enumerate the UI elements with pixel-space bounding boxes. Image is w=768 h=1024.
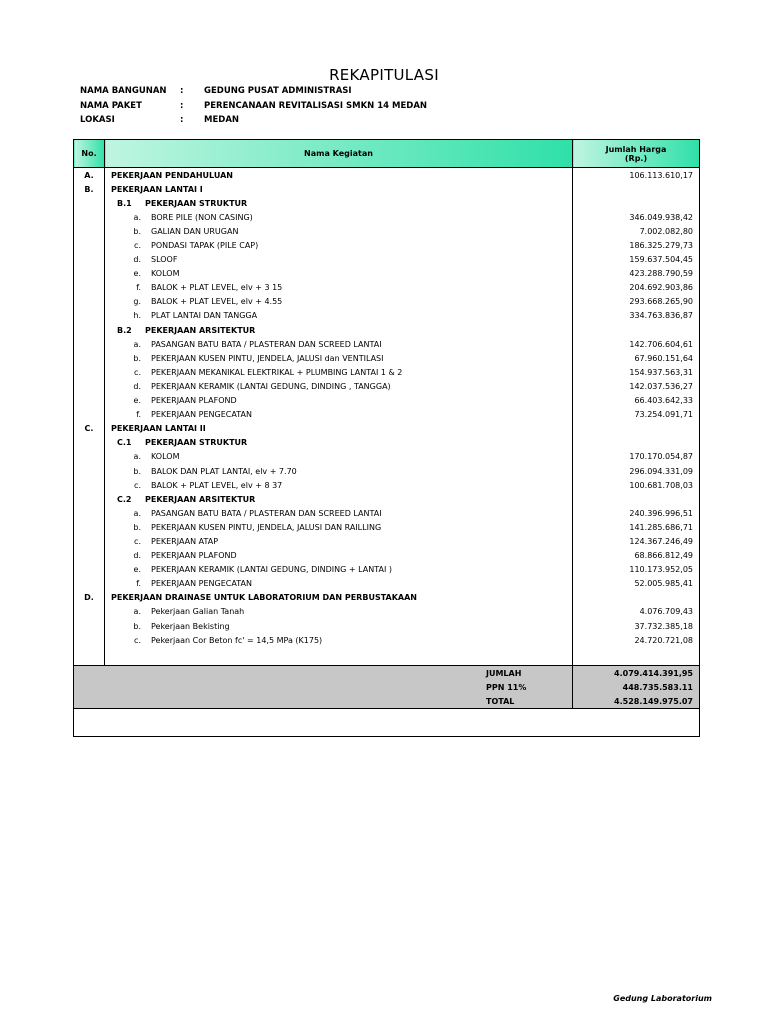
table-row (74, 168, 700, 183)
row-number (74, 253, 105, 267)
item-letter: b. (133, 621, 141, 631)
project-info (80, 84, 427, 128)
row-description (105, 281, 573, 295)
table-spacer-row (74, 647, 700, 666)
item-letter: f. (136, 410, 141, 420)
row-description (105, 210, 573, 224)
table-row (74, 295, 700, 309)
summary-label: JUMLAH (74, 666, 573, 681)
row-number (74, 563, 105, 577)
row-description (105, 224, 573, 238)
item-letter: c. (134, 635, 141, 645)
row-number (74, 309, 105, 323)
row-description (105, 534, 573, 548)
item-label: PEKERJAAN PLAFOND (151, 396, 237, 406)
header-no: No. (74, 140, 105, 168)
table-row (74, 238, 700, 252)
row-amount (573, 591, 700, 605)
row-amount: 37.732.385,18 (573, 619, 700, 633)
row-amount: 73.254.091,71 (573, 408, 700, 422)
table-row (74, 253, 700, 267)
subsection-label: PEKERJAAN ARSITEKTUR (145, 494, 256, 504)
row-description (105, 394, 573, 408)
subsection-label: PEKERJAAN STRUKTUR (145, 198, 248, 208)
row-description (105, 478, 573, 492)
item-letter: c. (134, 480, 141, 490)
row-number: C. (74, 422, 105, 436)
row-description (105, 267, 573, 281)
row-number (74, 478, 105, 492)
item-label: PASANGAN BATU BATA / PLASTERAN DAN SCREED LANTAI (151, 339, 382, 349)
subsection-label: PEKERJAAN ARSITEKTUR (145, 325, 256, 335)
row-number (74, 224, 105, 238)
row-description (105, 577, 573, 591)
item-letter: a. (133, 452, 141, 462)
row-number (74, 520, 105, 534)
subsection-label: PEKERJAAN STRUKTUR (145, 438, 248, 448)
table-row (74, 436, 700, 450)
row-description (105, 422, 573, 436)
row-amount (573, 422, 700, 436)
item-label: GALIAN DAN URUGAN (151, 226, 239, 236)
table-row (74, 408, 700, 422)
table-row (74, 394, 700, 408)
row-number (74, 365, 105, 379)
item-letter: b. (133, 353, 141, 363)
item-letter: b. (133, 226, 141, 236)
item-letter: d. (133, 381, 141, 391)
section-label: PEKERJAAN LANTAI I (111, 184, 203, 194)
row-description (105, 309, 573, 323)
row-description (105, 295, 573, 309)
row-description (105, 464, 573, 478)
row-description (105, 182, 573, 196)
row-amount: 4.076.709,43 (573, 605, 700, 619)
header-amount-line2: (Rp.) (624, 153, 648, 163)
summary-row (74, 666, 700, 681)
row-description (105, 196, 573, 210)
page-title: REKAPITULASI (329, 66, 439, 84)
table-row (74, 224, 700, 238)
subsection-code: C.2 (117, 494, 132, 504)
item-label: PEKERJAAN KUSEN PINTU, JENDELA, JALUSI DAN RAILLING (151, 522, 382, 532)
row-description (105, 492, 573, 506)
row-amount: 100.681.708,03 (573, 478, 700, 492)
row-number (74, 464, 105, 478)
item-letter: d. (133, 551, 141, 561)
summary-label: PPN 11% (74, 680, 573, 694)
item-letter: a. (133, 212, 141, 222)
row-description (105, 605, 573, 619)
header-amount-line1: Jumlah Harga (605, 144, 667, 154)
row-number (74, 577, 105, 591)
summary-value: 4.528.149.975.07 (573, 694, 700, 709)
item-letter: g. (133, 297, 141, 307)
summary-value: 448.735.583.11 (573, 680, 700, 694)
item-letter: d. (133, 255, 141, 265)
item-label: PEKERJAAN KERAMIK (LANTAI GEDUNG, DINDING , TANGGA) (151, 381, 391, 391)
summary-value: 4.079.414.391,95 (573, 666, 700, 681)
table-row (74, 577, 700, 591)
item-letter: c. (134, 241, 141, 251)
table-row (74, 379, 700, 393)
row-description (105, 633, 573, 647)
item-letter: c. (134, 367, 141, 377)
row-description (105, 351, 573, 365)
item-label: KOLOM (151, 452, 180, 462)
row-description (105, 520, 573, 534)
item-letter: b. (133, 466, 141, 476)
spacer-cell (573, 647, 700, 666)
row-amount (573, 182, 700, 196)
summary-row (74, 694, 700, 709)
row-number (74, 408, 105, 422)
row-amount: 52.005.985,41 (573, 577, 700, 591)
row-number (74, 534, 105, 548)
info-sep: : (180, 100, 184, 111)
table-row (74, 351, 700, 365)
item-letter: f. (136, 579, 141, 589)
table-row (74, 549, 700, 563)
row-number (74, 450, 105, 464)
table-row (74, 337, 700, 351)
subsection-code: B.1 (117, 198, 132, 208)
item-label: BALOK + PLAT LEVEL, elv + 3 15 (151, 283, 283, 293)
row-amount: 24.720.721,08 (573, 633, 700, 647)
row-number (74, 379, 105, 393)
item-label: BALOK + PLAT LEVEL, elv + 8 37 (151, 480, 283, 490)
table-header-row (74, 140, 700, 168)
row-amount: 68.866.812,49 (573, 549, 700, 563)
table-row (74, 520, 700, 534)
table-row (74, 605, 700, 619)
info-row (80, 99, 427, 114)
row-amount: 141.285.686,71 (573, 520, 700, 534)
row-description (105, 549, 573, 563)
blank-cell (74, 709, 700, 737)
item-letter: e. (133, 269, 141, 279)
item-label: PEKERJAAN PENGECATAN (151, 579, 252, 589)
item-label: BORE PILE (NON CASING) (151, 212, 253, 222)
table-row (74, 365, 700, 379)
row-amount: 154.937.563,31 (573, 365, 700, 379)
item-label: PASANGAN BATU BATA / PLASTERAN DAN SCREED LANTAI (151, 508, 382, 518)
table-row (74, 506, 700, 520)
row-amount (573, 196, 700, 210)
table-row (74, 450, 700, 464)
item-letter: c. (134, 536, 141, 546)
table-row (74, 534, 700, 548)
row-amount: 124.367.246,49 (573, 534, 700, 548)
row-number (74, 281, 105, 295)
subsection-code: B.2 (117, 325, 132, 335)
item-letter: a. (133, 508, 141, 518)
item-label: PLAT LANTAI DAN TANGGA (151, 311, 258, 321)
table-row (74, 182, 700, 196)
row-number (74, 436, 105, 450)
row-amount (573, 492, 700, 506)
item-label: Pekerjaan Cor Beton fc' = 14,5 MPa (K175) (151, 635, 323, 645)
item-label: BALOK + PLAT LEVEL, elv + 4.55 (151, 297, 283, 307)
row-number (74, 267, 105, 281)
table-row (74, 619, 700, 633)
info-value: MEDAN (204, 115, 240, 126)
row-number: D. (74, 591, 105, 605)
table-row (74, 323, 700, 337)
row-number (74, 605, 105, 619)
row-description (105, 337, 573, 351)
row-description (105, 168, 573, 183)
table-row (74, 563, 700, 577)
info-key: LOKASI (80, 115, 115, 126)
section-label: PEKERJAAN PENDAHULUAN (111, 170, 233, 180)
row-amount: 142.037.536,27 (573, 379, 700, 393)
row-amount: 142.706.604,61 (573, 337, 700, 351)
row-amount: 67.960.151,64 (573, 351, 700, 365)
table-row (74, 210, 700, 224)
info-sep: : (180, 115, 184, 126)
item-letter: e. (133, 565, 141, 575)
row-number: B. (74, 182, 105, 196)
row-amount (573, 436, 700, 450)
row-number (74, 619, 105, 633)
item-label: PEKERJAAN PENGECATAN (151, 410, 252, 420)
item-letter: b. (133, 522, 141, 532)
row-description (105, 436, 573, 450)
row-number (74, 492, 105, 506)
table-row (74, 267, 700, 281)
row-number (74, 549, 105, 563)
row-amount: 66.403.642,33 (573, 394, 700, 408)
info-value: PERENCANAAN REVITALISASI SMKN 14 MEDAN (204, 100, 428, 111)
table-row (74, 464, 700, 478)
table-row (74, 309, 700, 323)
item-label: Pekerjaan Bekisting (151, 621, 230, 631)
summary-row (74, 680, 700, 694)
row-description (105, 408, 573, 422)
row-number (74, 295, 105, 309)
table-row (74, 196, 700, 210)
row-description (105, 365, 573, 379)
info-value: GEDUNG PUSAT ADMINISTRASI (204, 86, 352, 97)
item-letter: h. (133, 311, 141, 321)
item-label: SLOOF (151, 255, 178, 265)
row-number (74, 633, 105, 647)
row-description (105, 238, 573, 252)
row-amount: 423.288.790,59 (573, 267, 700, 281)
row-number (74, 394, 105, 408)
item-letter: a. (133, 339, 141, 349)
item-letter: e. (133, 396, 141, 406)
table-row (74, 591, 700, 605)
item-label: KOLOM (151, 269, 180, 279)
info-row (80, 84, 427, 99)
recap-table (73, 139, 700, 737)
row-number (74, 323, 105, 337)
row-description (105, 450, 573, 464)
row-number (74, 351, 105, 365)
row-description (105, 323, 573, 337)
item-letter: f. (136, 283, 141, 293)
spacer-cell (105, 647, 573, 666)
subsection-code: C.1 (117, 438, 132, 448)
info-sep: : (180, 86, 184, 97)
info-row (80, 113, 427, 128)
info-key: NAMA BANGUNAN (80, 86, 167, 97)
row-description (105, 591, 573, 605)
item-label: PEKERJAAN PLAFOND (151, 551, 237, 561)
table-blank-row (74, 709, 700, 737)
row-description (105, 253, 573, 267)
item-label: PONDASI TAPAK (PILE CAP) (151, 241, 259, 251)
section-label: PEKERJAAN DRAINASE UNTUK LABORATORIUM DAN PERBUSTAKAAN (111, 593, 418, 603)
row-amount: 293.668.265,90 (573, 295, 700, 309)
section-label: PEKERJAAN LANTAI II (111, 424, 206, 434)
table-row (74, 492, 700, 506)
table-row (74, 422, 700, 436)
header-amount (573, 140, 700, 168)
row-amount: 346.049.938,42 (573, 210, 700, 224)
row-amount: 106.113.610,17 (573, 168, 700, 183)
row-amount: 170.170.054,87 (573, 450, 700, 464)
item-label: BALOK DAN PLAT LANTAI, elv + 7.70 (151, 466, 297, 476)
row-description (105, 506, 573, 520)
row-number (74, 238, 105, 252)
row-amount: 334.763.836,87 (573, 309, 700, 323)
summary-label: TOTAL (74, 694, 573, 709)
row-number: A. (74, 168, 105, 183)
row-description (105, 619, 573, 633)
row-amount: 159.637.504,45 (573, 253, 700, 267)
row-description (105, 563, 573, 577)
item-label: PEKERJAAN MEKANIKAL ELEKTRIKAL + PLUMBING LANTAI 1 & 2 (151, 367, 403, 377)
spacer-cell (74, 647, 105, 666)
item-letter: a. (133, 607, 141, 617)
item-label: Pekerjaan Galian Tanah (151, 607, 245, 617)
item-label: PEKERJAAN ATAP (151, 536, 219, 546)
row-number (74, 506, 105, 520)
item-label: PEKERJAAN KERAMIK (LANTAI GEDUNG, DINDING + LANTAI ) (151, 565, 392, 575)
row-number (74, 210, 105, 224)
row-number (74, 196, 105, 210)
row-amount: 296.094.331,09 (573, 464, 700, 478)
info-key: NAMA PAKET (80, 100, 142, 111)
row-description (105, 379, 573, 393)
row-amount: 110.173.952,05 (573, 563, 700, 577)
item-label: PEKERJAAN KUSEN PINTU, JENDELA, JALUSI dan VENTILASI (151, 353, 384, 363)
row-amount: 240.396.996,51 (573, 506, 700, 520)
row-number (74, 337, 105, 351)
table-row (74, 633, 700, 647)
table-row (74, 478, 700, 492)
table-row (74, 281, 700, 295)
header-name: Nama Kegiatan (105, 140, 573, 168)
row-amount: 7.002.082,80 (573, 224, 700, 238)
footer-label: Gedung Laboratorium (613, 994, 712, 1003)
row-amount: 186.325.279,73 (573, 238, 700, 252)
row-amount: 204.692.903,86 (573, 281, 700, 295)
row-amount (573, 323, 700, 337)
